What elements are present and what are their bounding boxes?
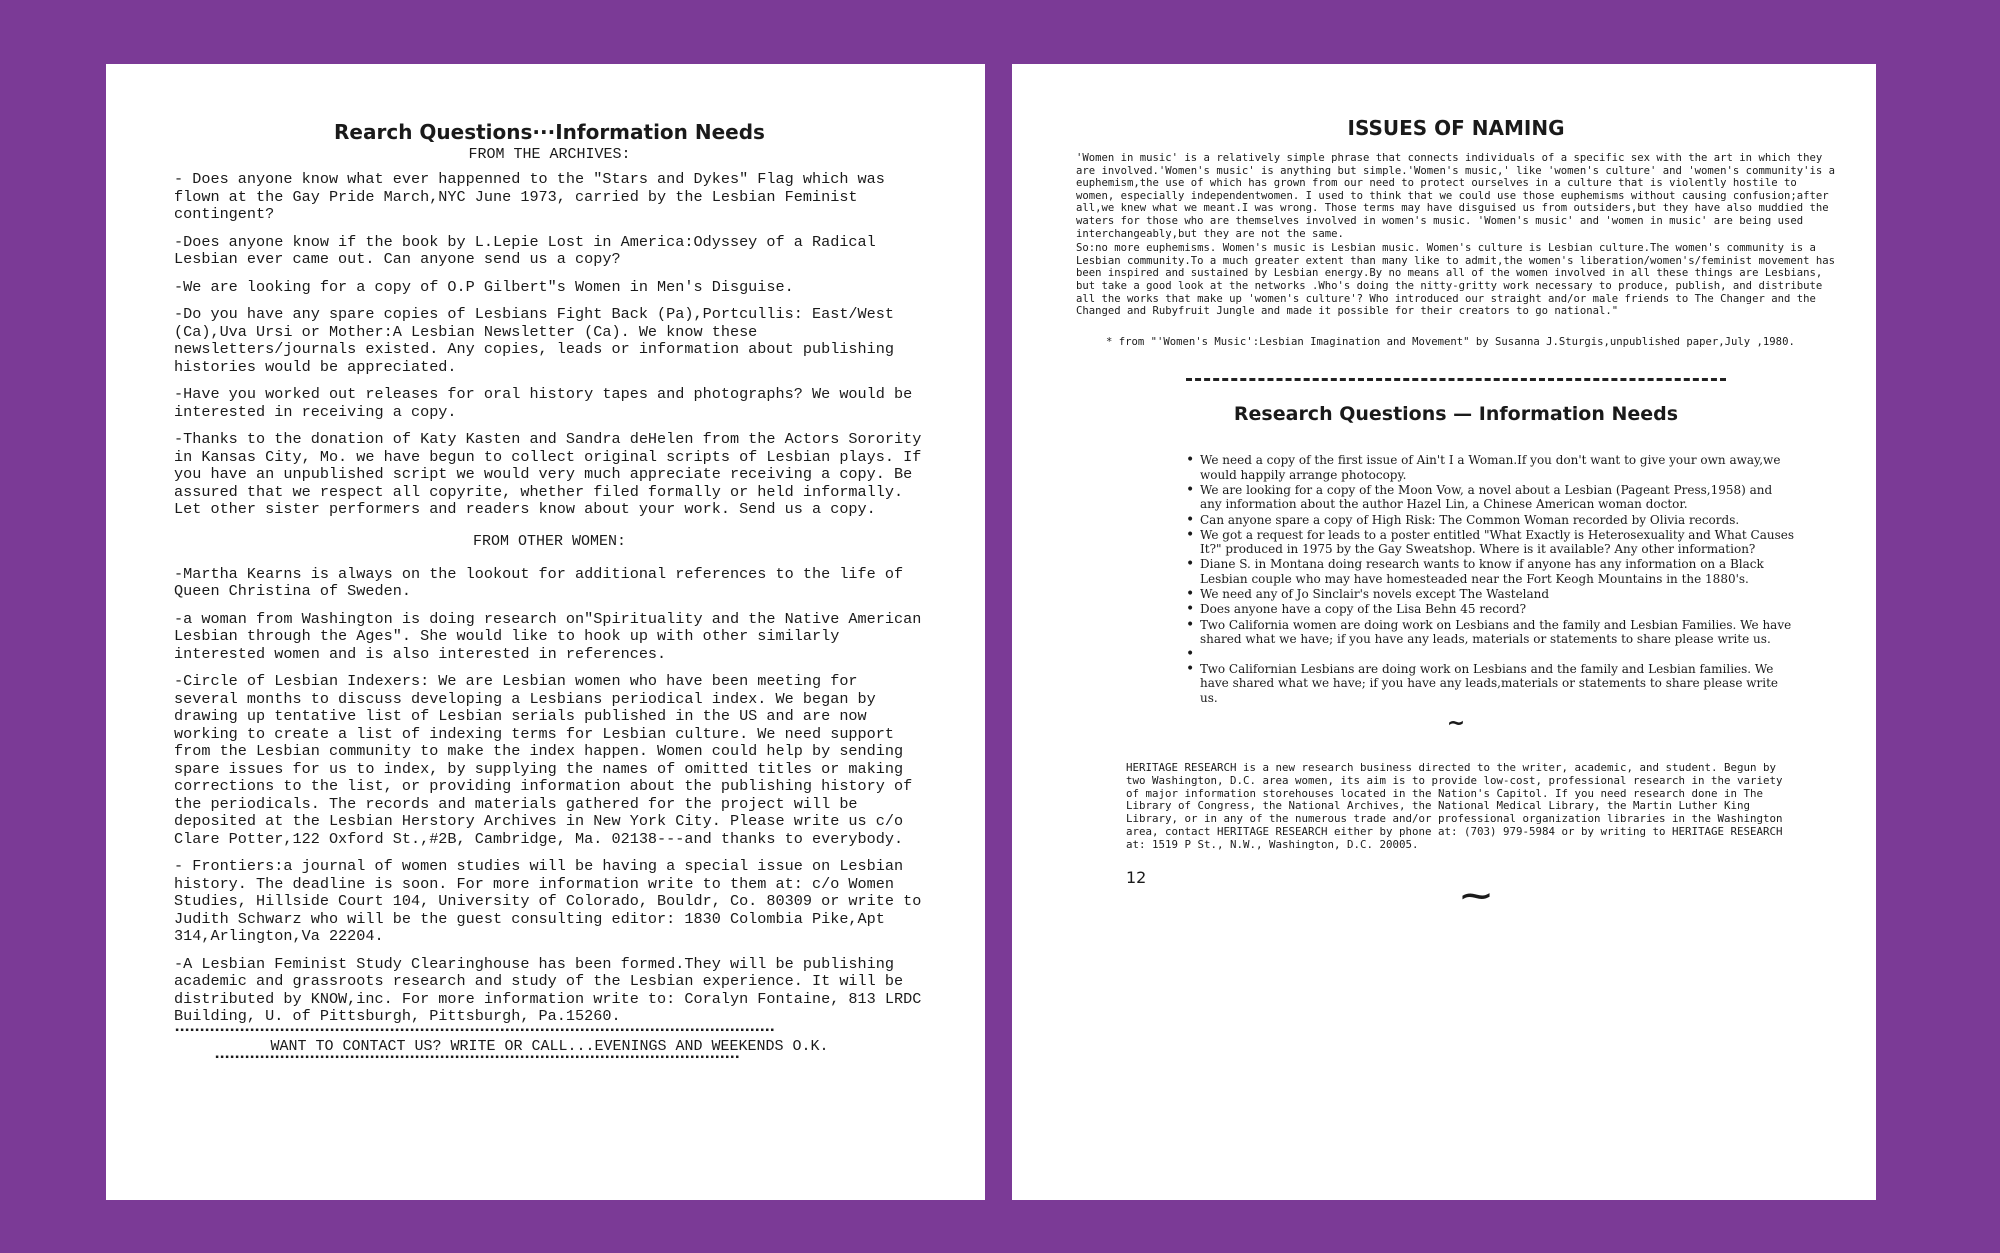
- list-item: • We need any of Jo Sinclair's novels except The Wasteland: [1186, 587, 1796, 601]
- archives-paragraph: -Does anyone know if the book by L.Lepie Lost in America:Odyssey of a Radical Lesbian ever came out. Can anyone send us a copy?: [174, 232, 876, 268]
- women-paragraph: - Frontiers:a journal of women studies will be having a special issue on Lesbian history. The deadline is soon. For more information write to them at: c/o Women Studies, Hillside Court 104, University of Colorado, Bouldr, Co. 80309 or write to Judith Schwarz who will be the guest consulting editor: 1830 Colombia Pike,Apt 314,Arlington,Va 22204.: [174, 857, 922, 945]
- list-item: • We need a copy of the first issue of Ain't I a Woman.If you don't want to give your own away,we would happily arrange photocopy.: [1186, 453, 1796, 482]
- section-heading-archives: FROM THE ARCHIVES:: [468, 146, 631, 163]
- page-number: 12: [1126, 867, 1147, 887]
- women-paragraph: -Martha Kearns is always on the lookout for additional references to the life of Queen Christina of Sweden.: [174, 564, 904, 600]
- contact-footer: WANT TO CONTACT US? WRITE OR CALL...EVENINGS AND WEEKENDS O.K.: [270, 1037, 829, 1055]
- archives-paragraph: -Do you have any spare copies of Lesbians Fight Back (Pa),Portcullis: East/West (Ca),Uva Ursi or Mother:A Lesbian Newsletter (Ca). We know these newsletters/journals existed. Any copies, leads or information about publishing histories would be appreciated.: [174, 305, 895, 376]
- list-item: • Two California women are doing work on Lesbians and the family and Lesbian Families. We have shared what we have; if you have any leads, materials or statements to share please write us.: [1186, 618, 1796, 647]
- right-page-title: ISSUES OF NAMING: [1347, 116, 1565, 140]
- dashed-divider: [1186, 378, 1726, 381]
- archives-paragraph: -Have you worked out releases for oral history tapes and photographs? We would be interested in receiving a copy.: [174, 385, 913, 421]
- list-item: • Can anyone spare a copy of High Risk: The Common Woman recorded by Olivia records.: [1186, 513, 1796, 527]
- archives-paragraph: - Does anyone know what ever happenned to the "Stars and Dykes" Flag which was flown at the Gay Pride March,NYC June 1973, carried by the Lesbian Feminist contingent?: [174, 170, 885, 223]
- list-item: • We got a request for leads to a poster entitled "What Exactly is Heterosexuality and What Causes It?" produced in 1975 by the Gay Sweatshop. Where is it available? Any other information?: [1186, 528, 1796, 557]
- list-spacer: [1186, 647, 1796, 661]
- women-paragraph: -A Lesbian Feminist Study Clearinghouse has been formed.They will be publishing academic and grassroots research and study of the Lesbian experience. It will be distributed by KNOW,inc. For more information write to: Coralyn Fontaine, 813 LRDC Building, U. of Pittsburgh, Pittsburgh, Pa.15260.: [174, 954, 922, 1025]
- archives-paragraph: -We are looking for a copy of O.P Gilbert"s Women in Men's Disguise.: [174, 277, 794, 296]
- left-page-title: Rearch Questions···Information Needs: [334, 120, 765, 144]
- heritage-research-notice: HERITAGE RESEARCH is a new research business directed to the writer, academic, and student. Begun by two Washington, D.C. area women, its aim is to provide low-cost, professional research in the variety of major information storehouses located in the Nation's Capitol. If you need research done in The Library of Congress, the National Archives, the National Medical Library, the Martin Luther King Library, or in any of the numerous trade and/or professional organization libraries in the Washington area, contact HERITAGE RESEARCH either by phone at: (703) 979-5984 or by writing to HERITAGE RESEARCH at: 1519 P St., N.W., Washington, D.C. 20005.: [1126, 761, 1783, 851]
- women-paragraph: -Circle of Lesbian Indexers: We are Lesbian women who have been meeting for several months to discuss developing a Lesbians periodical index. We began by drawing up tentative list of Lesbian serials published in the US and are now working to create a list of indexing terms for Lesbian culture. We need support from the Lesbian community to make the index happen. Women could help by sending spare issues for us to index, by supplying the names of omitted titles or making corrections to the list, or providing information about the publishing history of the periodicals. The records and materials gathered for the project will be deposited at the Lesbian Herstory Archives in New York City. Please write us c/o Clare Potter,122 Oxford St.,#2B, Cambridge, Ma. 02138---and thanks to everybody.: [174, 672, 913, 848]
- list-item: • We are looking for a copy of the Moon Vow, a novel about a Lesbian (Pageant Press,1958) and any information about the author Hazel Lin, a Chinese American woman doctor.: [1186, 483, 1796, 512]
- research-questions-list: [1076, 453, 1836, 705]
- citation: * from "'Women's Music':Lesbian Imagination and Movement" by Susanna J.Sturgis,unpublished paper,July ,1980.: [1106, 335, 1795, 348]
- dotted-divider: ▪▪▪▪▪▪▪▪▪▪▪▪▪▪▪▪▪▪▪▪▪▪▪▪▪▪▪▪▪▪▪▪▪▪▪▪▪▪▪▪▪▪▪▪▪▪▪▪▪▪▪▪▪▪▪▪▪▪▪▪▪▪▪▪▪▪▪▪▪▪▪▪▪▪▪▪▪▪▪▪▪▪▪▪▪▪▪▪▪▪▪▪▪▪▪▪▪▪▪▪▪▪▪▪▪▪▪▪▪▪▪▪▪▪▪▪▪▪▪▪: [174, 1027, 775, 1036]
- research-questions-title: Research Questions — Information Needs: [1233, 403, 1679, 426]
- left-page: [106, 64, 985, 1200]
- naming-paragraph: So:no more euphemisms. Women's music is Lesbian music. Women's culture is Lesbian culture.The women's community is a Lesbian community.To a much greater extent than many like to admit,the women's liberation/women's/feminist movement has been inspired and sustained by Lesbian energy.By no means all of the women involved in all these things are Lesbians, but take a good look at the networks .Who's doing the nitty-gritty work necessary to produce, publish, and distribute all the works that make up 'women's culture'? Who introduced our straight and/or male friends to The Changer and the Changed and Rubyfruit Jungle and made it possible for their creators to go national.": [1076, 242, 1835, 318]
- section-heading-other-women: FROM OTHER WOMEN:: [472, 532, 627, 550]
- list-item: • Diane S. in Montana doing research wants to know if anyone has any information on a Black Lesbian couple who may have homesteaded near the Fort Keogh Mountains in the 1880's.: [1186, 557, 1796, 586]
- naming-paragraph: 'Women in music' is a relatively simple phrase that connects individuals of a specific sex with the art in which they are involved.'Women's music' is anything but simple.'Women's music,' like 'women's culture' and 'women's community'is a euphemism,the use of which has grown from our need to protect ourselves in a culture that is violently hostile to women, especially independentwomen. I used to think that we could use those euphemisms without causing confusion;after all,we knew what we meant.I was wrong. Those terms may have disguised us from outsiders,but they have also muddied the waters for those who are themselves involved in women's music. 'Women's music' and 'women in music' are being used interchangeably,but they are not the same.: [1076, 152, 1835, 240]
- ornament-mark: ~: [1446, 711, 1466, 737]
- right-page: [1012, 64, 1876, 1200]
- dotted-divider: ▪▪▪▪▪▪▪▪▪▪▪▪▪▪▪▪▪▪▪▪▪▪▪▪▪▪▪▪▪▪▪▪▪▪▪▪▪▪▪▪▪▪▪▪▪▪▪▪▪▪▪▪▪▪▪▪▪▪▪▪▪▪▪▪▪▪▪▪▪▪▪▪▪▪▪▪▪▪▪▪▪▪▪▪▪▪▪▪▪▪▪▪▪▪▪▪▪▪▪▪▪▪▪▪▪: [214, 1054, 740, 1063]
- archives-paragraph: -Thanks to the donation of Katy Kasten and Sandra deHelen from the Actors Sorority in Kansas City, Mo. we have begun to collect original scripts of Lesbian plays. If you have an unpublished script we would very much appreciate receiving a copy. Be assured that we respect all copyrite, whether filed formally or held informally. Let other sister performers and readers know about your work. Send us a copy.: [174, 430, 922, 518]
- list-item: • Does anyone have a copy of the Lisa Behn 45 record?: [1186, 602, 1796, 616]
- women-paragraph: -a woman from Washington is doing research on"Spirituality and the Native American Lesbian through the Ages". She would like to hook up with other similarly interested women and is also interested in references.: [174, 609, 922, 663]
- list-item: • Two Californian Lesbians are doing work on Lesbians and the family and Lesbian families. We have shared what we have; if you have any leads,materials or statements to share please write us.: [1186, 662, 1796, 705]
- ornament-mark: ⁓: [1461, 878, 1491, 914]
